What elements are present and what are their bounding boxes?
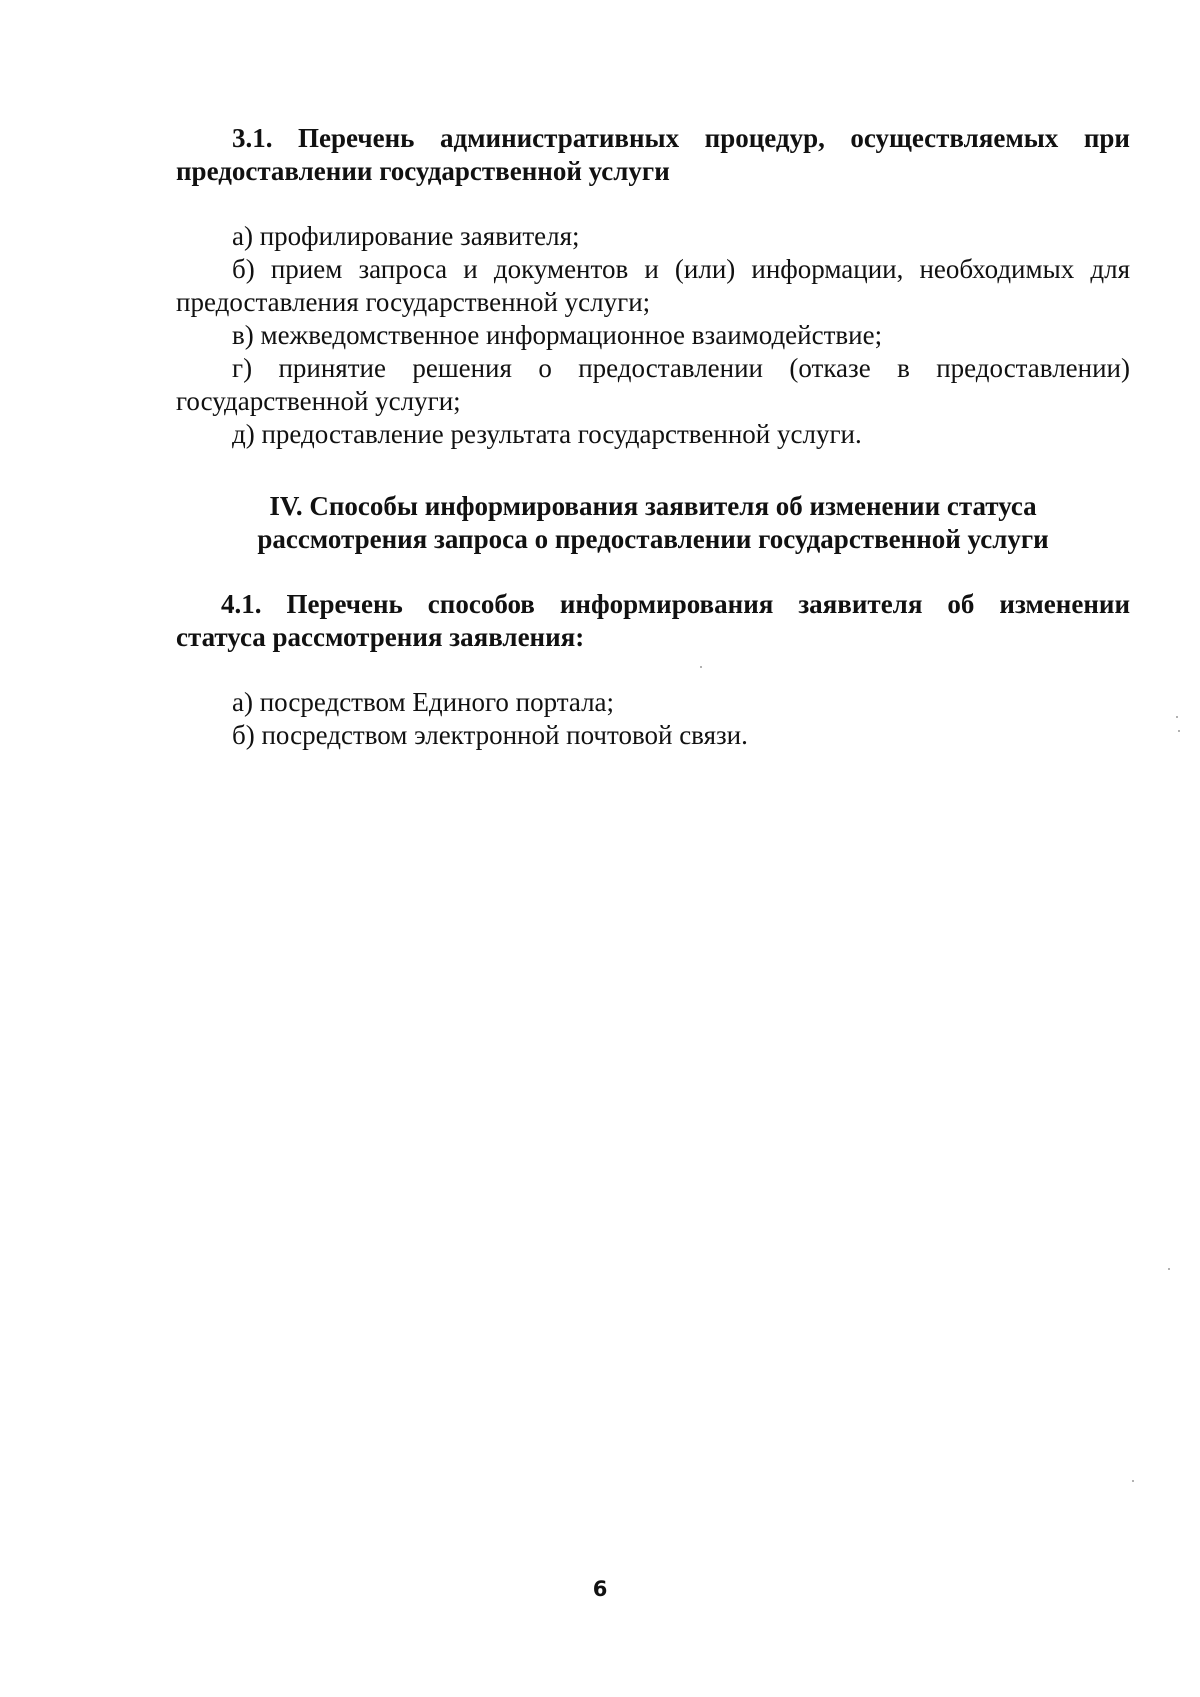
scan-speck [700, 666, 702, 668]
list-item: а) посредством Единого портала; [232, 687, 615, 717]
page-number: 6 [592, 1577, 608, 1601]
section-4-title-line2: рассмотрения запроса о предоставлении государственной услуги [257, 524, 1049, 554]
section-3-1-heading-line1: 3.1. Перечень административных процедур, осуществляемых при [232, 123, 1130, 153]
section-3-1-list [176, 220, 1130, 451]
section-4-1-heading-line2: статуса рассмотрения заявления: [176, 622, 585, 652]
list-item: г) принятие решения о предоставлении (отказе в предоставлении) [232, 353, 1130, 383]
scan-speck [1176, 716, 1178, 718]
section-3-1-heading-line2: предоставлении государственной услуги [176, 156, 670, 186]
section-4-title [176, 490, 1130, 556]
list-item: б) посредством электронной почтовой связи. [232, 720, 748, 750]
section-4-1-heading-line1: 4.1. Перечень способов информирования заявителя об изменении [221, 589, 1130, 619]
scan-speck [1168, 1268, 1170, 1270]
scan-speck [1132, 1480, 1134, 1482]
section-4-title-line1: IV. Способы информирования заявителя об изменении статуса [269, 491, 1037, 521]
list-item-continuation: предоставления государственной услуги; [176, 287, 651, 317]
scan-speck [1178, 730, 1180, 732]
list-item: в) межведомственное информационное взаимодействие; [232, 320, 883, 350]
list-item-continuation: государственной услуги; [176, 386, 461, 416]
list-item: а) профилирование заявителя; [232, 221, 580, 251]
list-item: б) прием запроса и документов и (или) информации, необходимых для [232, 254, 1130, 284]
section-4-1-list [176, 686, 1130, 752]
section-4-1-heading [176, 588, 1130, 654]
list-item: д) предоставление результата государственной услуги. [232, 419, 862, 449]
section-3-1-heading [176, 122, 1130, 188]
